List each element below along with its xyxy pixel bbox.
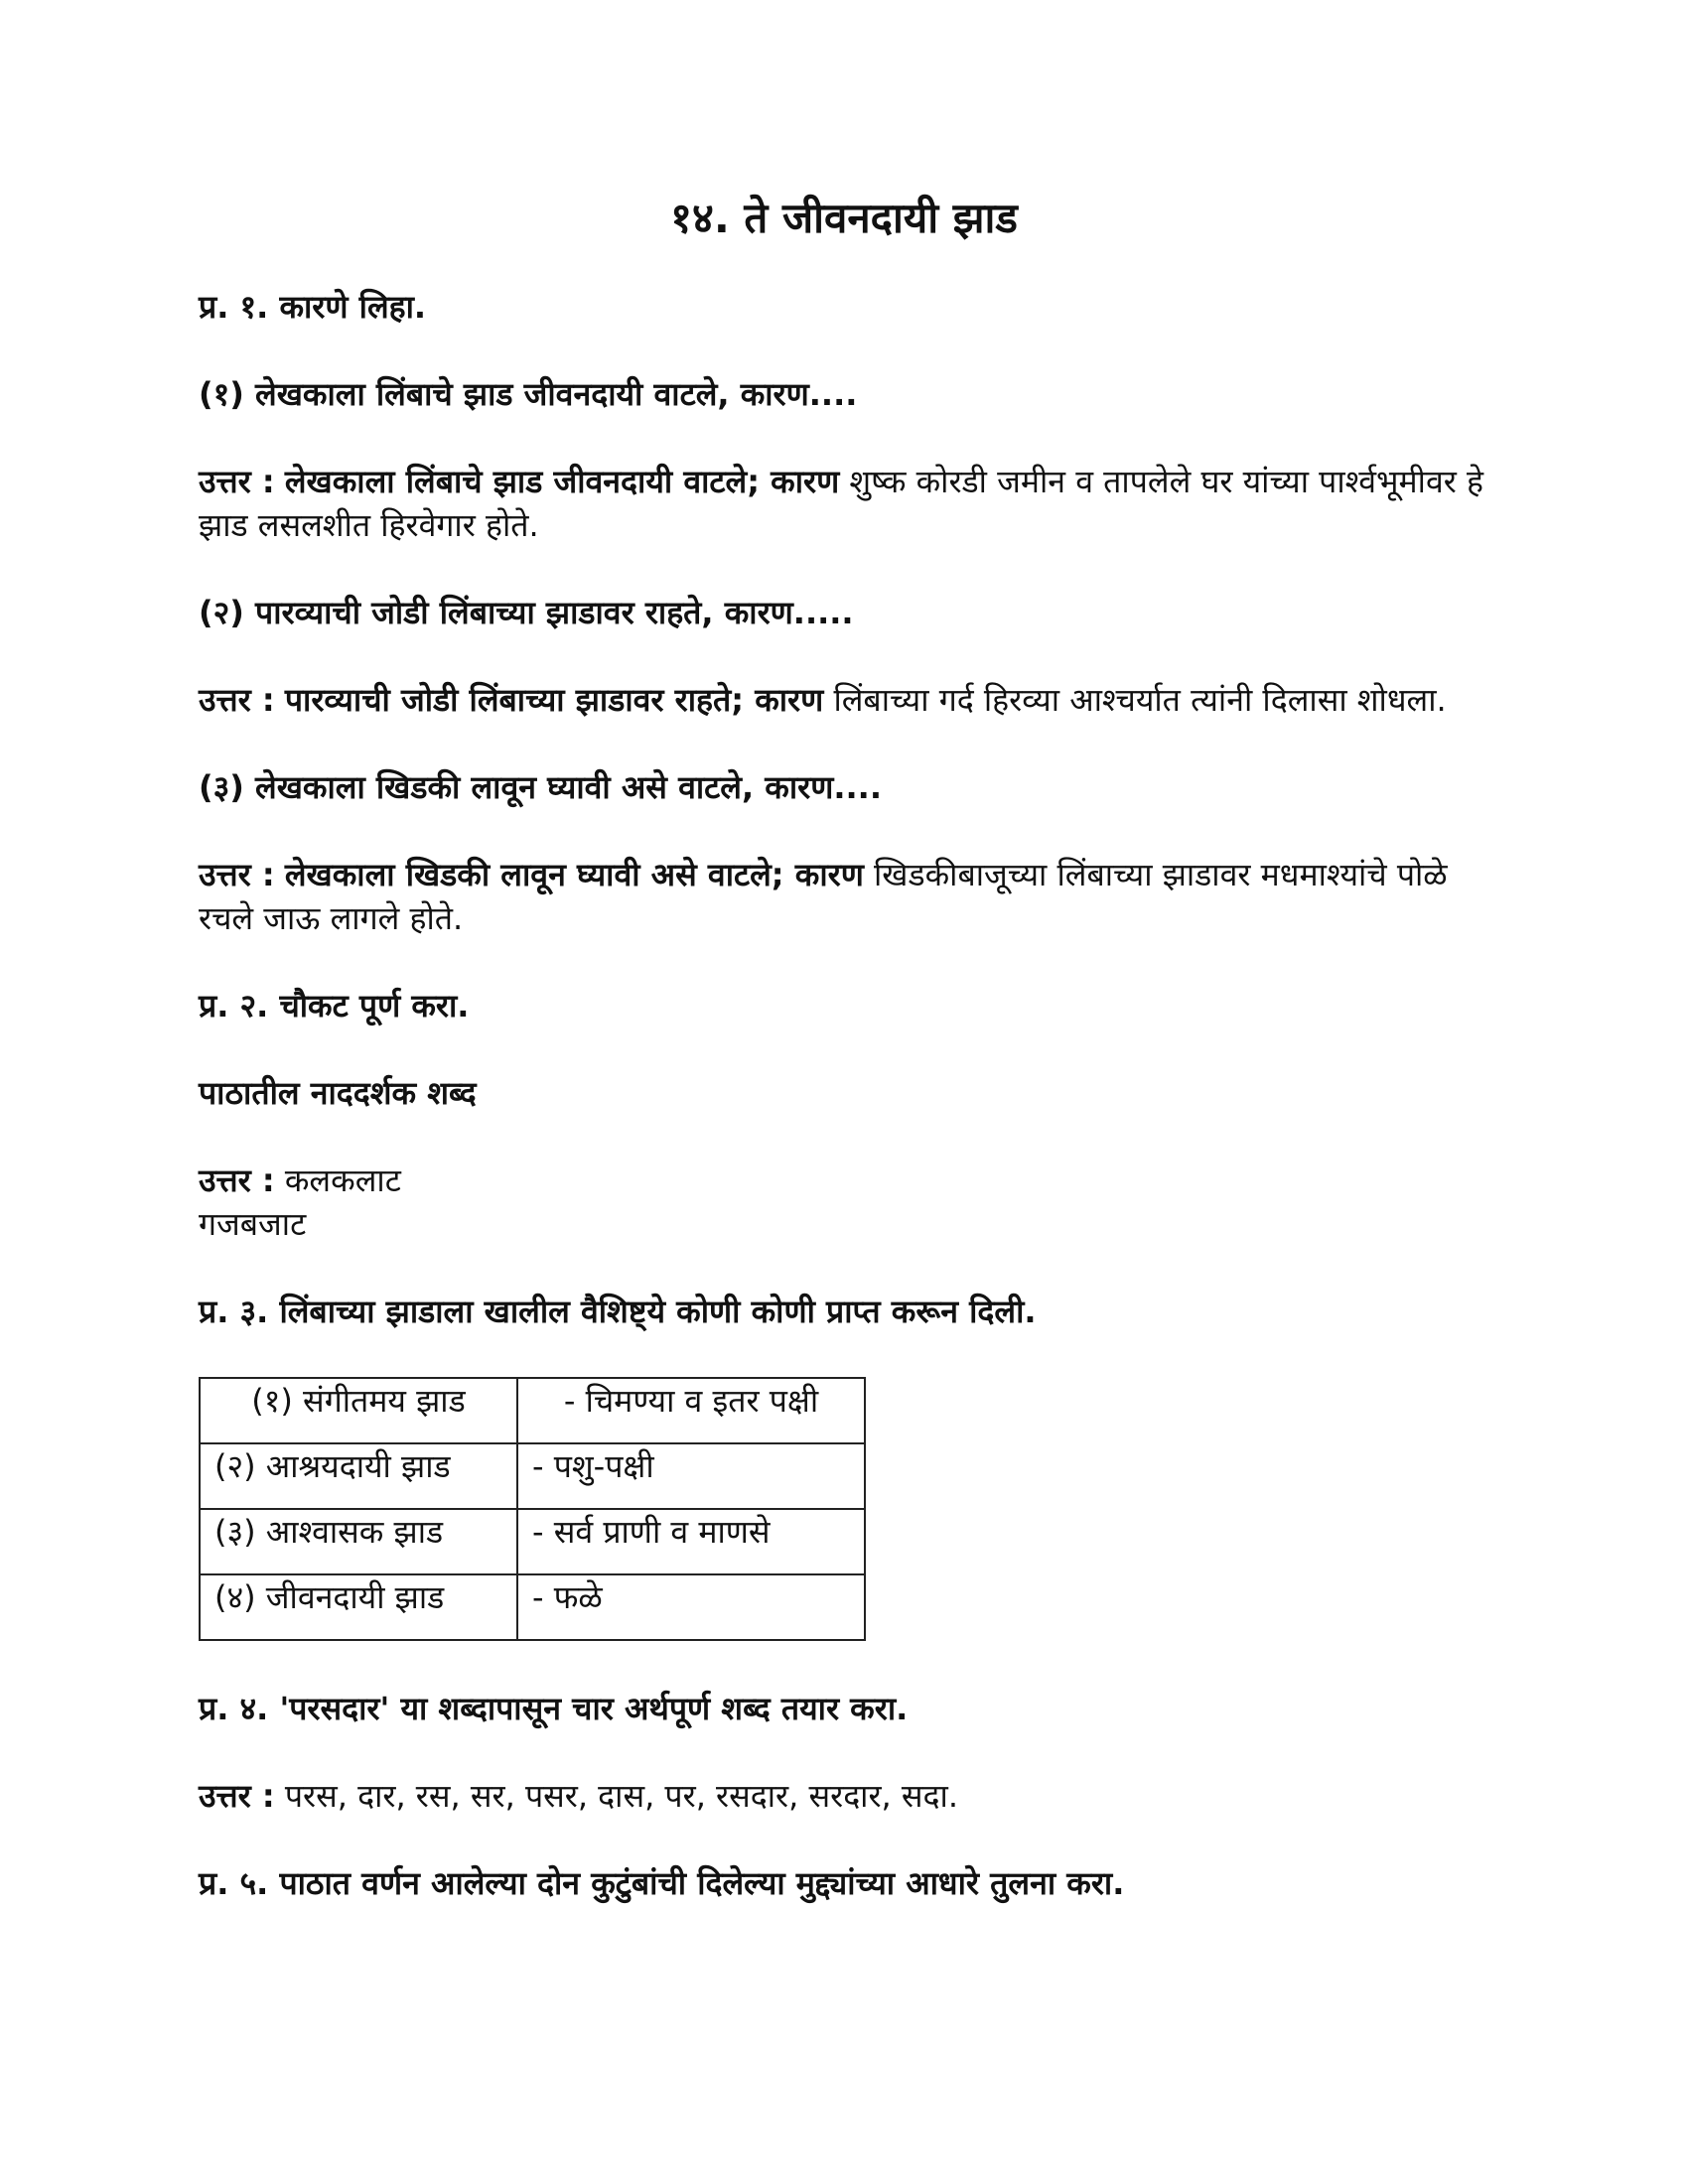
answer-label: उत्तर :	[199, 1777, 275, 1815]
table-cell: (३) आश्वासक झाड	[200, 1509, 517, 1574]
table-cell: (२) आश्रयदायी झाड	[200, 1443, 517, 1509]
document-title: १४. ते जीवनदायी झाड	[670, 194, 1018, 242]
q2-heading: प्र. २. चौकट पूर्ण करा.	[199, 987, 470, 1024]
features-table	[199, 1377, 866, 1641]
q4-heading: प्र. ४. 'परसदार' या शब्दापासून चार अर्थपूर्ण शब्द तयार करा.	[199, 1690, 909, 1727]
q2-answer	[199, 1159, 1489, 1246]
answer-text: खिडकीबाजूच्या लिंबाच्या झाडावर मधमाश्यांचे पोळे रचले जाऊ लागले होते.	[199, 856, 1448, 937]
answer-label: उत्तर :	[199, 1161, 275, 1199]
table-row	[200, 1443, 865, 1509]
answer-label: उत्तर :	[199, 681, 275, 719]
table-cell: (१) संगीतमय झाड	[200, 1378, 517, 1443]
table-row	[200, 1378, 865, 1443]
q3-heading: प्र. ३. लिंबाच्या झाडाला खालील वैशिष्ट्ये कोणी कोणी प्राप्त करून दिली.	[199, 1293, 1037, 1330]
table-cell: (४) जीवनदायी झाड	[200, 1574, 517, 1640]
q5-heading: प्र. ५. पाठात वर्णन आलेल्या दोन कुटुंबांची दिलेल्या मुद्द्यांच्या आधारे तुलना करा.	[199, 1864, 1125, 1902]
answer-label: उत्तर :	[199, 856, 275, 893]
table-row	[200, 1509, 865, 1574]
q1-item2-question: (२) पारव्याची जोडी लिंबाच्या झाडावर राहते, कारण.....	[199, 594, 854, 631]
document-page	[199, 189, 1489, 1949]
table-cell: - चिमण्या व इतर पक्षी	[517, 1378, 865, 1443]
answer-text: लिंबाच्या गर्द हिरव्या आश्चर्यात त्यांनी दिलासा शोधला.	[833, 681, 1447, 719]
answer-word-1: कलकलाट	[284, 1161, 401, 1199]
answer-bold: लेखकाला लिंबाचे झाड जीवनदायी वाटले; कारण	[284, 463, 840, 500]
q1-item2-answer	[199, 678, 1489, 722]
q4-answer	[199, 1774, 1489, 1818]
answer-bold: पारव्याची जोडी लिंबाच्या झाडावर राहते; कारण	[284, 681, 824, 719]
table-cell: - पशु-पक्षी	[517, 1443, 865, 1509]
q1-heading: प्र. १. कारणे लिहा.	[199, 288, 427, 326]
q2-subheading: पाठातील नाददर्शक शब्द	[199, 1074, 477, 1112]
answer-word-2: गजबजाट	[199, 1205, 307, 1243]
q1-item1-answer	[199, 460, 1489, 547]
answer-label: उत्तर :	[199, 463, 275, 500]
answer-text: शुष्क कोरडी जमीन व तापलेले घर यांच्या पार्श्वभूमीवर हे झाड लसलशीत हिरवेगार होते.	[199, 463, 1483, 544]
answer-bold: लेखकाला खिडकी लावून घ्यावी असे वाटले; कारण	[284, 856, 864, 893]
table-cell: - सर्व प्राणी व माणसे	[517, 1509, 865, 1574]
answer-text: परस, दार, रस, सर, पसर, दास, पर, रसदार, सरदार, सदा.	[284, 1777, 958, 1815]
table-row	[200, 1574, 865, 1640]
q1-item3-question: (३) लेखकाला खिडकी लावून घ्यावी असे वाटले, कारण....	[199, 768, 882, 806]
q1-item1-question: (१) लेखकाला लिंबाचे झाड जीवनदायी वाटले, कारण....	[199, 375, 858, 413]
table-cell: - फळे	[517, 1574, 865, 1640]
q1-item3-answer	[199, 853, 1489, 940]
